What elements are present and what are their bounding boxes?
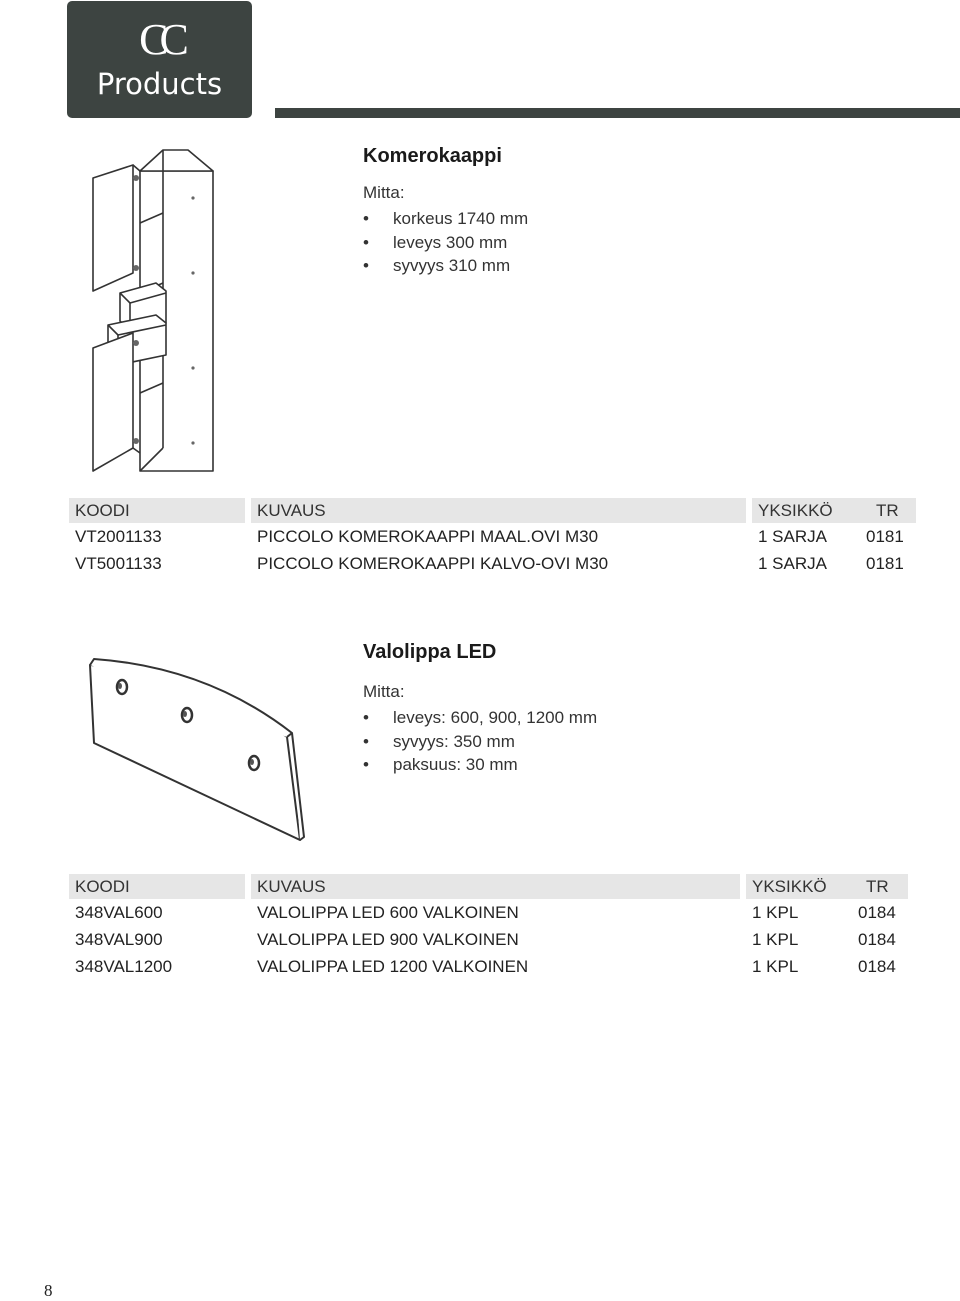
page-number: 8 [44,1281,53,1300]
table-row [69,953,908,980]
cell-kuvaus: PICCOLO KOMEROKAAPPI MAAL.OVI M30 [257,526,599,546]
spec-item: • korkeus 1740 mm [363,207,528,231]
cell-koodi: VT5001133 [75,553,162,573]
column-header-kuvaus: KUVAUS [251,874,740,899]
logo-mark: CC [139,15,180,64]
spec-label: Mitta: [363,183,405,202]
column-header-koodi: KOODI [69,874,245,899]
cell-kuvaus: VALOLIPPA LED 1200 VALKOINEN [257,956,529,976]
cell-yksikko: 1 SARJA [758,553,827,573]
spec-list [363,207,528,278]
logo-text: Products [96,67,223,101]
product-table-valolippa [69,874,908,980]
cell-tr: 0181 [866,526,904,546]
cell-tr: 0181 [866,553,904,573]
spec-item: • syvyys: 350 mm [363,730,597,754]
column-header-yksikko: YKSIKKÖ [752,498,854,523]
product-table-komerokaappi [69,498,916,577]
spec-item: • leveys 300 mm [363,231,528,255]
cell-yksikko: 1 KPL [752,902,799,922]
cabinet-illustration [88,143,228,478]
table-header-row [69,874,908,899]
table-row [69,523,916,550]
spec-item: • paksuus: 30 mm [363,753,597,777]
cell-kuvaus: VALOLIPPA LED 900 VALKOINEN [257,929,519,949]
cell-koodi: 348VAL600 [75,902,163,922]
cell-yksikko: 1 KPL [752,929,799,949]
product-title-valolippa-led: Valolippa LED [363,641,497,663]
cell-koodi: 348VAL900 [75,929,163,949]
table-row [69,550,916,577]
cell-kuvaus: VALOLIPPA LED 600 VALKOINEN [257,902,519,922]
column-header-yksikko: YKSIKKÖ [746,874,848,899]
header-rule [275,108,960,118]
spec-item: • syvyys 310 mm [363,254,528,278]
column-header-kuvaus: KUVAUS [251,498,746,523]
column-header-tr: TR [854,498,916,523]
led-panel-illustration [82,655,322,855]
column-header-tr: TR [848,874,908,899]
cell-tr: 0184 [858,956,896,976]
cell-tr: 0184 [858,902,896,922]
cell-yksikko: 1 KPL [752,956,799,976]
cell-koodi: 348VAL1200 [75,956,173,976]
brand-logo [67,1,252,118]
spec-list [363,706,597,777]
cell-koodi: VT2001133 [75,526,162,546]
cell-kuvaus: PICCOLO KOMEROKAAPPI KALVO-OVI M30 [257,553,609,573]
spec-label: Mitta: [363,682,405,701]
product-title-komerokaappi: Komerokaappi [363,145,502,167]
column-header-koodi: KOODI [69,498,245,523]
cell-tr: 0184 [858,929,896,949]
table-row [69,926,908,953]
table-header-row [69,498,916,523]
table-row [69,899,908,926]
cell-yksikko: 1 SARJA [758,526,827,546]
spec-item: • leveys: 600, 900, 1200 mm [363,706,597,730]
